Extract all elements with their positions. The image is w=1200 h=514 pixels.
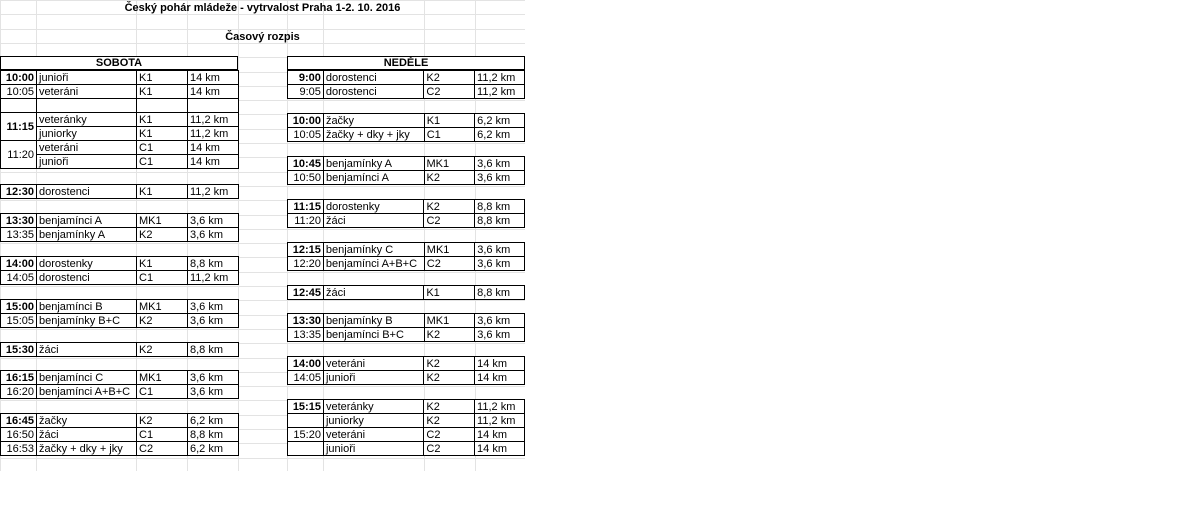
time-cell: 10:05	[1, 85, 37, 99]
category-cell: benjamínky B+C	[37, 314, 137, 328]
category-cell: benjamínci A	[323, 171, 424, 185]
distance-cell: 8,8 km	[188, 428, 239, 442]
boat-cell: K2	[424, 357, 475, 371]
boat-cell: C2	[137, 442, 188, 456]
schedule-row	[1, 228, 239, 242]
distance-cell: 11,2 km	[475, 414, 525, 428]
distance-cell: 3,6 km	[188, 314, 239, 328]
schedule-row	[1, 271, 239, 285]
time-cell: 13:35	[288, 328, 324, 342]
schedule-row	[1, 371, 239, 385]
boat-cell: C2	[424, 428, 475, 442]
schedule-row	[1, 314, 239, 328]
time-cell: 14:00	[1, 257, 37, 271]
distance-cell: 11,2 km	[188, 185, 239, 199]
schedule-row	[1, 71, 239, 85]
category-cell: benjamínci A+B+C	[323, 257, 424, 271]
time-cell: 14:05	[288, 371, 324, 385]
time-cell: 11:20	[1, 141, 37, 169]
distance-cell: 14 km	[475, 357, 525, 371]
schedule-block	[0, 342, 239, 357]
time-cell: 10:00	[1, 71, 37, 85]
boat-cell: K2	[424, 71, 475, 85]
schedule-row	[288, 85, 525, 99]
distance-cell: 14 km	[188, 155, 239, 169]
time-cell: 15:15	[288, 400, 324, 414]
schedule-block	[287, 113, 525, 142]
schedule-row	[1, 127, 239, 141]
schedule-row	[288, 328, 525, 342]
boat-cell: C1	[137, 271, 188, 285]
boat-cell: MK1	[424, 314, 475, 328]
category-cell: žačky	[37, 414, 137, 428]
distance-cell: 3,6 km	[188, 228, 239, 242]
distance-cell: 14 km	[188, 71, 239, 85]
schedule-row	[1, 141, 239, 155]
category-cell: junioři	[37, 71, 137, 85]
category-cell: žáci	[37, 428, 137, 442]
boat-cell: K2	[137, 228, 188, 242]
category-cell: benjamínci B	[37, 300, 137, 314]
boat-cell: MK1	[424, 243, 474, 257]
schedule-block	[0, 184, 239, 199]
schedule-block	[0, 299, 239, 328]
distance-cell: 3,6 km	[475, 171, 525, 185]
time-cell: 10:50	[288, 171, 324, 185]
schedule-row	[288, 128, 525, 142]
distance-cell: 3,6 km	[475, 314, 525, 328]
schedule-row	[1, 257, 239, 271]
boat-cell: K1	[137, 257, 188, 271]
schedule-row	[1, 99, 239, 113]
schedule-row	[288, 171, 525, 185]
distance-cell	[188, 99, 239, 113]
time-cell: 9:00	[288, 71, 324, 85]
boat-cell: C1	[137, 385, 188, 399]
schedule-row	[1, 185, 239, 199]
distance-cell: 3,6 km	[475, 328, 525, 342]
schedule-row	[288, 357, 525, 371]
boat-cell: K2	[424, 414, 475, 428]
time-cell	[288, 442, 324, 456]
distance-cell: 11,2 km	[475, 85, 525, 99]
schedule-row	[288, 257, 525, 271]
distance-cell: 8,8 km	[475, 286, 525, 300]
schedule-row	[288, 428, 525, 442]
category-cell: žáci	[323, 214, 424, 228]
schedule-block	[287, 156, 525, 185]
schedule-row	[1, 428, 239, 442]
schedule-block	[0, 256, 239, 285]
distance-cell: 6,2 km	[475, 128, 525, 142]
category-cell: dorostenci	[323, 85, 424, 99]
category-cell: benjamínci B+C	[323, 328, 424, 342]
category-cell: benjamínci C	[37, 371, 137, 385]
schedule-row	[1, 442, 239, 456]
boat-cell: K2	[137, 314, 188, 328]
time-cell: 13:30	[288, 314, 324, 328]
boat-cell: C1	[137, 428, 188, 442]
distance-cell: 11,2 km	[475, 71, 525, 85]
category-cell: juniorky	[37, 127, 137, 141]
distance-cell: 3,6 km	[475, 243, 525, 257]
distance-cell: 11,2 km	[475, 400, 525, 414]
distance-cell: 6,2 km	[188, 442, 239, 456]
schedule-block	[0, 213, 239, 242]
category-cell: junioři	[323, 371, 423, 385]
schedule-row	[1, 385, 239, 399]
time-cell: 12:20	[288, 257, 324, 271]
category-cell: dorostenky	[323, 200, 424, 214]
category-cell: junioři	[323, 442, 423, 456]
boat-cell: K2	[137, 414, 188, 428]
time-cell: 13:35	[1, 228, 37, 242]
distance-cell: 14 km	[475, 371, 525, 385]
boat-cell: MK1	[137, 214, 188, 228]
boat-cell: K2	[424, 200, 475, 214]
saturday-header: SOBOTA	[0, 56, 238, 70]
time-cell: 13:30	[1, 214, 37, 228]
category-cell: dorostenci	[323, 71, 424, 85]
category-cell: veteráni	[323, 428, 423, 442]
schedule-block	[0, 413, 239, 456]
time-cell: 14:00	[288, 357, 324, 371]
distance-cell: 14 km	[475, 428, 525, 442]
boat-cell: K2	[137, 343, 188, 357]
schedule-row	[1, 155, 239, 169]
category-cell	[37, 99, 137, 113]
schedule-block	[0, 70, 239, 169]
boat-cell: K1	[424, 286, 475, 300]
schedule-row	[288, 400, 525, 414]
boat-cell: K2	[424, 400, 475, 414]
schedule-block	[287, 199, 525, 228]
schedule-row	[1, 85, 239, 99]
category-cell: žačky + dky + jky	[37, 442, 137, 456]
time-cell: 10:05	[288, 128, 324, 142]
schedule-row	[288, 214, 525, 228]
page-title: Český pohár mládeže - vytrvalost Praha 1-2. 10. 2016	[124, 2, 401, 14]
boat-cell: K1	[137, 85, 188, 99]
category-cell: veteránky	[323, 400, 423, 414]
schedule-row	[288, 114, 525, 128]
category-cell: žačky	[323, 114, 424, 128]
schedule-row	[288, 371, 525, 385]
category-cell: dorostenci	[37, 185, 137, 199]
time-cell: 14:05	[1, 271, 37, 285]
boat-cell: C1	[137, 141, 188, 155]
category-cell: veteráni	[37, 85, 137, 99]
time-cell: 16:50	[1, 428, 37, 442]
distance-cell: 8,8 km	[475, 214, 525, 228]
boat-cell: MK1	[424, 157, 475, 171]
category-cell: junioři	[37, 155, 137, 169]
category-cell: dorostenky	[37, 257, 137, 271]
distance-cell: 8,8 km	[475, 200, 525, 214]
distance-cell: 8,8 km	[188, 257, 239, 271]
schedule-block	[287, 356, 525, 385]
distance-cell: 3,6 km	[475, 157, 525, 171]
distance-cell: 3,6 km	[188, 300, 239, 314]
schedule-row	[288, 286, 525, 300]
schedule-row	[288, 200, 525, 214]
boat-cell: K2	[424, 371, 475, 385]
boat-cell: K1	[137, 71, 188, 85]
boat-cell: K1	[137, 127, 188, 141]
time-cell: 12:45	[288, 286, 324, 300]
category-cell: veteráni	[37, 141, 137, 155]
schedule-block	[287, 313, 525, 342]
category-cell: žačky + dky + jky	[323, 128, 424, 142]
distance-cell: 3,6 km	[188, 371, 239, 385]
schedule-row	[288, 71, 525, 85]
boat-cell: K1	[137, 185, 188, 199]
time-cell: 16:53	[1, 442, 37, 456]
time-cell: 15:20	[288, 428, 324, 442]
distance-cell: 6,2 km	[188, 414, 239, 428]
time-cell: 10:45	[288, 157, 324, 171]
category-cell: benjamínky B	[323, 314, 424, 328]
time-cell: 15:00	[1, 300, 37, 314]
schedule-row	[288, 243, 525, 257]
category-cell: benjamínky C	[323, 243, 424, 257]
distance-cell: 3,6 km	[475, 257, 525, 271]
time-cell: 9:05	[288, 85, 324, 99]
category-cell: benjamínci A	[37, 214, 137, 228]
schedule-row	[1, 113, 239, 127]
schedule-row	[288, 414, 525, 428]
boat-cell: C1	[137, 155, 188, 169]
boat-cell: C2	[424, 214, 475, 228]
category-cell: benjamínky A	[323, 157, 424, 171]
time-cell: 16:20	[1, 385, 37, 399]
boat-cell: K1	[424, 114, 474, 128]
schedule-row	[1, 343, 239, 357]
schedule-block	[287, 70, 525, 99]
time-cell	[1, 99, 37, 113]
boat-cell: C2	[424, 257, 474, 271]
category-cell: juniorky	[323, 414, 423, 428]
schedule-block	[287, 399, 525, 456]
time-cell: 15:30	[1, 343, 37, 357]
time-cell: 16:45	[1, 414, 37, 428]
time-cell: 16:15	[1, 371, 37, 385]
time-cell: 11:15	[288, 200, 324, 214]
distance-cell: 11,2 km	[188, 271, 239, 285]
category-cell: žáci	[37, 343, 137, 357]
category-cell: benjamínky A	[37, 228, 137, 242]
spreadsheet	[0, 0, 525, 471]
schedule-block	[287, 242, 525, 271]
distance-cell: 11,2 km	[188, 113, 239, 127]
time-cell: 10:00	[288, 114, 324, 128]
boat-cell	[137, 99, 188, 113]
schedule-row	[288, 442, 525, 456]
category-cell: žáci	[323, 286, 423, 300]
time-cell: 12:30	[1, 185, 37, 199]
boat-cell: C1	[424, 128, 474, 142]
time-cell	[288, 414, 324, 428]
boat-cell: MK1	[137, 300, 188, 314]
distance-cell: 3,6 km	[188, 385, 239, 399]
distance-cell: 14 km	[188, 141, 239, 155]
schedule-row	[1, 300, 239, 314]
category-cell: veteráni	[323, 357, 423, 371]
boat-cell: K2	[424, 171, 475, 185]
time-cell: 11:15	[1, 113, 37, 141]
category-cell: dorostenci	[37, 271, 137, 285]
distance-cell: 11,2 km	[188, 127, 239, 141]
page-subtitle: Časový rozpis	[225, 31, 300, 43]
schedule-row	[1, 214, 239, 228]
boat-cell: K2	[424, 328, 475, 342]
category-cell: veteránky	[37, 113, 137, 127]
distance-cell: 14 km	[475, 442, 525, 456]
time-cell: 12:15	[288, 243, 324, 257]
boat-cell: MK1	[137, 371, 188, 385]
distance-cell: 3,6 km	[188, 214, 239, 228]
schedule-block	[0, 370, 239, 399]
boat-cell: C2	[424, 442, 475, 456]
distance-cell: 6,2 km	[475, 114, 525, 128]
boat-cell: C2	[424, 85, 475, 99]
time-cell: 11:20	[288, 214, 324, 228]
category-cell: benjamínci A+B+C	[37, 385, 137, 399]
schedule-row	[288, 157, 525, 171]
schedule-row	[288, 314, 525, 328]
schedule-row	[1, 414, 239, 428]
distance-cell: 8,8 km	[188, 343, 239, 357]
schedule-block	[287, 285, 525, 300]
boat-cell: K1	[137, 113, 188, 127]
distance-cell: 14 km	[188, 85, 239, 99]
time-cell: 15:05	[1, 314, 37, 328]
sunday-header: NEDĚLE	[287, 56, 525, 70]
